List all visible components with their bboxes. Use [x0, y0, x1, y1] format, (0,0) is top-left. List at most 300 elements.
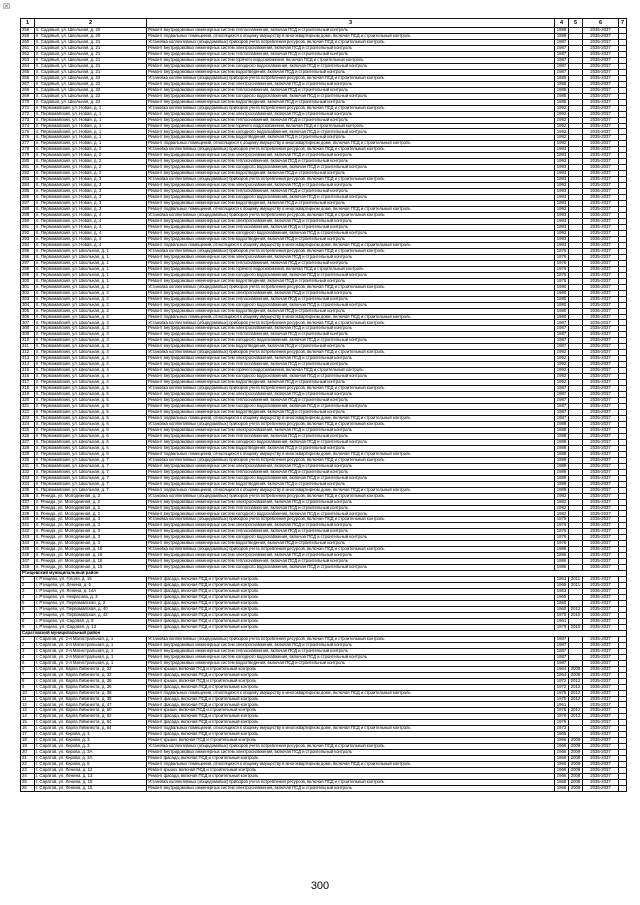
row-number: 344	[21, 541, 35, 547]
planned-period: 2035-2037	[583, 278, 619, 284]
work-type: Ремонт внутридомовых инженерных систем теплоснабжения, включая ПСД и строительный контроль	[147, 398, 555, 404]
planned-period: 2035-2037	[583, 398, 619, 404]
address: г. Саратов, ул. 2-я Магистральная, д. 1	[35, 648, 147, 654]
build-year: 1993	[555, 183, 569, 189]
address: п. Первомайский, ул. Школьная, д. 4	[35, 350, 147, 356]
build-year: 1987	[555, 344, 569, 350]
row-number: 340	[21, 517, 35, 523]
last-repair-year: 2012	[569, 690, 583, 696]
work-type: Ремонт внутридомовых инженерных систем холодного водоснабжения, включая ПСД и строительный контроль	[147, 165, 555, 171]
row-number: 268	[21, 87, 35, 93]
work-type: Ремонт внутридомовых инженерных систем холодного водоснабжения, включая ПСД и строительный контроль	[147, 535, 555, 541]
work-type: Ремонт внутридомовых инженерных систем электроснабжения, включая ПСД и строительный контроль	[147, 326, 555, 332]
planned-period: 2035-2037	[583, 595, 619, 601]
planned-period: 2035-2037	[583, 81, 619, 87]
work-type: Ремонт внутридомовых инженерных систем электроснабжения, включая ПСД и строительный контроль	[147, 219, 555, 225]
build-year: 1988	[555, 445, 569, 451]
planned-period: 2035-2037	[583, 51, 619, 57]
planned-period: 2035-2037	[583, 511, 619, 517]
header-col-7: 7	[619, 19, 627, 28]
work-type: Ремонт внутридомовых инженерных систем водоотведения, включая ПСД и строительный контроль	[147, 69, 555, 75]
planned-period: 2035-2037	[583, 618, 619, 624]
work-type: Ремонт внутридомовых инженерных систем теплоснабжения, включая ПСД и строительный контроль	[147, 505, 555, 511]
row-number: 12	[21, 702, 35, 708]
planned-period: 2035-2037	[583, 290, 619, 296]
build-year: 1982	[555, 511, 569, 517]
address: п. Первомайский, ул. Школьная, д. 7	[35, 475, 147, 481]
address: г. Саратов, ул. Кирова, д. 3	[35, 744, 147, 750]
row-number: 273	[21, 117, 35, 123]
build-year: 1976	[555, 272, 569, 278]
planned-period: 2035-2037	[583, 457, 619, 463]
last-repair-year: 2008	[569, 774, 583, 780]
row-number: 327	[21, 439, 35, 445]
address: г. Саратов, ул. 2-я Магистральная, д. 1	[35, 642, 147, 648]
planned-period: 2035-2037	[583, 386, 619, 392]
row-number: 294	[21, 242, 35, 248]
row-number: 4	[21, 595, 35, 601]
build-year: 1976	[555, 278, 569, 284]
work-type: Ремонт внутридомовых инженерных систем водоотведения, включая ПСД и строительный контроль	[147, 660, 555, 666]
address: п. Ренида, ул. Молодежная, д. 3	[35, 529, 147, 535]
planned-period: 2035-2037	[583, 553, 619, 559]
work-type: Ремонт внутридомовых инженерных систем теплоснабжения, включая ПСД и строительный контроль	[147, 87, 555, 93]
planned-period: 2035-2037	[583, 230, 619, 236]
planned-period: 2035-2037	[583, 541, 619, 547]
build-year: 1993	[555, 153, 569, 159]
row-number: 338	[21, 505, 35, 511]
work-type: Ремонт внутридомовых инженерных систем горячего водоснабжения, включая ПСД и строительный контроль	[147, 266, 555, 272]
work-type: Ремонт подвальных помещений, относящихся к общему имуществу в многоквартирном доме, включая ПСД и строительный контроль	[147, 762, 555, 768]
row-number: 2	[21, 583, 35, 589]
build-year: 1992	[555, 356, 569, 362]
build-year: 1987	[555, 398, 569, 404]
address: г. Саратов, ул. Карла Либкнехта, д. 62	[35, 714, 147, 720]
work-type: Ремонт внутридомовых инженерных систем электроснабжения, включая ПСД и строительный контроль	[147, 356, 555, 362]
address: г. Саратов, ул. Ленина, д. 15	[35, 780, 147, 786]
planned-period: 2035-2037	[583, 356, 619, 362]
row-number: 285	[21, 189, 35, 195]
last-repair-year: 2009	[569, 738, 583, 744]
build-year: 1976	[555, 260, 569, 266]
build-year: 1992	[555, 350, 569, 356]
work-type: Ремонт внутридомовых инженерных систем электроснабжения, включая ПСД и строительный контроль	[147, 183, 555, 189]
planned-period: 2035-2037	[583, 601, 619, 607]
row-number: 9	[21, 624, 35, 630]
address: п. Первомайский, ул. Школьная, д. 2	[35, 284, 147, 290]
row-number: 283	[21, 177, 35, 183]
work-type: Ремонт фасада, включая ПСД и строительный контроль	[147, 624, 555, 630]
address: п. Ренида, ул. Молодежная, д. 3	[35, 523, 147, 529]
planned-period: 2035-2037	[583, 380, 619, 386]
address: п. Первомайский, ул. Школьная, д. 7	[35, 469, 147, 475]
work-type: Ремонт внутридомовых инженерных систем водоотведения, включая ПСД и строительный контроль	[147, 481, 555, 487]
work-type: Ремонт внутридомовых инженерных систем водоотведения, включая ПСД и строительный контроль	[147, 410, 555, 416]
row-number: 274	[21, 123, 35, 129]
planned-period: 2035-2037	[583, 499, 619, 505]
planned-period: 2035-2037	[583, 535, 619, 541]
planned-period: 2035-2037	[583, 284, 619, 290]
planned-period: 2035-2037	[583, 147, 619, 153]
build-year: 1987	[555, 51, 569, 57]
work-type: Ремонт внутридомовых инженерных систем холодного водоснабжения, включая ПСД и строительный контроль	[147, 374, 555, 380]
work-type: Установка коллективных (общедомовых) приборов учета потребления ресурсов, включая ПСД и строительный контроль	[147, 493, 555, 499]
planned-period: 2035-2037	[583, 481, 619, 487]
planned-period: 2035-2037	[583, 45, 619, 51]
planned-period: 2035-2037	[583, 326, 619, 332]
address: п. Первомайский, ул. Школьная, д. 5	[35, 392, 147, 398]
planned-period: 2035-2037	[583, 774, 619, 780]
last-repair-year: 2012	[569, 714, 583, 720]
address: п. Ренида, ул. Молодежная, д. 16	[35, 553, 147, 559]
work-type: Ремонт внутридомовых инженерных систем электроснабжения, включая ПСД и строительный контроль	[147, 786, 555, 792]
build-year: 1993	[555, 201, 569, 207]
build-year: 1987	[555, 320, 569, 326]
planned-period: 2035-2037	[583, 433, 619, 439]
row-number: 7	[21, 672, 35, 678]
work-type: Ремонт внутридомовых инженерных систем горячего водоснабжения, включая ПСД и строительный контроль	[147, 57, 555, 63]
planned-period: 2035-2037	[583, 296, 619, 302]
row-number: 318	[21, 386, 35, 392]
build-year: 1988	[555, 421, 569, 427]
work-type: Ремонт внутридомовых инженерных систем водоотведения, включая ПСД и строительный контроль	[147, 201, 555, 207]
row-number: 312	[21, 350, 35, 356]
work-type: Ремонт внутридомовых инженерных систем теплоснабжения, включая ПСД и строительный контроль	[147, 28, 555, 34]
build-year: 1966	[555, 750, 569, 756]
planned-period: 2035-2037	[583, 135, 619, 141]
work-type: Ремонт внутридомовых инженерных систем холодного водоснабжения, включая ПСД и строительный контроль	[147, 511, 555, 517]
planned-period: 2035-2037	[583, 463, 619, 469]
build-year: 1979	[555, 612, 569, 618]
row-number: 259	[21, 33, 35, 39]
work-type: Ремонт внутридомовых инженерных систем теплоснабжения, включая ПСД и строительный контроль	[147, 559, 555, 565]
address: г. Саратов, ул. Ленина, д. 13	[35, 774, 147, 780]
work-type: Ремонт фасада, включая ПСД и строительный контроль	[147, 618, 555, 624]
build-year: 1980	[555, 314, 569, 320]
build-year: 1975	[555, 690, 569, 696]
build-year: 1985	[555, 87, 569, 93]
row-number: 263	[21, 57, 35, 63]
planned-period: 2035-2037	[583, 678, 619, 684]
header-col-1: 1	[21, 19, 35, 28]
last-repair-year: 2012	[569, 684, 583, 690]
work-type: Ремонт внутридомовых инженерных систем электроснабжения, включая ПСД и строительный контроль	[147, 111, 555, 117]
work-type: Ремонт фасада, включая ПСД и строительный контроль	[147, 756, 555, 762]
planned-period: 2035-2037	[583, 410, 619, 416]
build-year: 1986	[555, 565, 569, 571]
build-year: 1985	[555, 75, 569, 81]
address: п. Первомайский, ул. Новая, д. 2	[35, 153, 147, 159]
address: п. Ренида, ул. Молодежная, д. 3	[35, 535, 147, 541]
row-number: 6	[21, 606, 35, 612]
build-year: 1966	[555, 768, 569, 774]
address: п. Первомайский, ул. Новая, д. 1	[35, 129, 147, 135]
row-number: 346	[21, 553, 35, 559]
planned-period: 2035-2037	[583, 756, 619, 762]
build-year: 1987	[555, 338, 569, 344]
planned-period: 2035-2037	[583, 63, 619, 69]
row-number: 303	[21, 296, 35, 302]
last-repair-year: 2010	[569, 612, 583, 618]
address: г. Саратов, ул. Кирова, д. 5	[35, 762, 147, 768]
planned-period: 2035-2037	[583, 266, 619, 272]
row-number: 10	[21, 690, 35, 696]
build-year: 1988	[555, 427, 569, 433]
table-row	[21, 786, 627, 792]
header-col-5: 5	[569, 19, 583, 28]
work-type: Ремонт фасада, включая ПСД и строительный контроль	[147, 583, 555, 589]
build-year: 1987	[555, 648, 569, 654]
work-type: Ремонт внутридомовых инженерных систем теплоснабжения, включая ПСД и строительный контроль	[147, 189, 555, 195]
build-year: 1979	[555, 624, 569, 630]
planned-period: 2035-2037	[583, 720, 619, 726]
work-type: Ремонт внутридомовых инженерных систем электроснабжения, включая ПСД и строительный контроль	[147, 254, 555, 260]
address: п. Первомайский, ул. Школьная, д. 2	[35, 290, 147, 296]
work-type: Ремонт внутридомовых инженерных систем электроснабжения, включая ПСД и строительный контроль	[147, 45, 555, 51]
planned-period: 2035-2037	[583, 344, 619, 350]
address: п. Ренида, ул. Молодежная, д. 3	[35, 517, 147, 523]
row-number: 321	[21, 404, 35, 410]
work-type: Ремонт внутридомовых инженерных систем водоотведения, включая ПСД и строительный контроль	[147, 344, 555, 350]
work-type: Ремонт внутридомовых инженерных систем теплоснабжения, включая ПСД и строительный контроль	[147, 469, 555, 475]
address: п. Первомайский, ул. Новая, д. 3	[35, 207, 147, 213]
build-year: 1987	[555, 636, 569, 642]
address: п. Первомайский, ул. Школьная, д. 7	[35, 463, 147, 469]
address: п. Первомайский, ул. Школьная, д. 1	[35, 272, 147, 278]
planned-period: 2035-2037	[583, 123, 619, 129]
build-year: 1993	[555, 236, 569, 242]
build-year: 1975	[555, 696, 569, 702]
address: п. Первомайский, ул. Новая, д. 4	[35, 242, 147, 248]
planned-period: 2035-2037	[583, 475, 619, 481]
row-number: 272	[21, 111, 35, 117]
row-number: 19	[21, 744, 35, 750]
build-year: 1985	[555, 99, 569, 105]
planned-period: 2035-2037	[583, 654, 619, 660]
address: п. Первомайский, ул. Школьная, д. 5	[35, 404, 147, 410]
planned-period: 2035-2037	[583, 583, 619, 589]
build-year: 1993	[555, 213, 569, 219]
row-number: 291	[21, 224, 35, 230]
build-year: 1992	[555, 141, 569, 147]
planned-period: 2035-2037	[583, 439, 619, 445]
build-year: 1963	[555, 589, 569, 595]
build-year: 1993	[555, 189, 569, 195]
work-type: Ремонт внутридомовых инженерных систем теплоснабжения, включая ПСД и строительный контроль	[147, 529, 555, 535]
address: п. Первомайский, ул. Новая, д. 4	[35, 219, 147, 225]
work-type: Ремонт внутридомовых инженерных систем холодного водоснабжения, включая ПСД и строительный контроль	[147, 338, 555, 344]
build-year: 1980	[555, 308, 569, 314]
work-type: Ремонт внутридомовых инженерных систем теплоснабжения, включая ПСД и строительный контроль	[147, 224, 555, 230]
work-type: Ремонт внутридомовых инженерных систем холодного водоснабжения, включая ПСД и строительный контроль	[147, 129, 555, 135]
row-number: 8	[21, 618, 35, 624]
build-year: 1982	[555, 499, 569, 505]
row-number: 4	[21, 654, 35, 660]
work-type: Ремонт внутридомовых инженерных систем холодного водоснабжения, включая ПСД и строительный контроль	[147, 195, 555, 201]
work-type: Ремонт подвальных помещений, относящихся к общему имуществу в многоквартирном доме, включая ПСД и строительный контроль	[147, 207, 555, 213]
row-number: 299	[21, 272, 35, 278]
work-type: Ремонт внутридомовых инженерных систем холодного водоснабжения, включая ПСД и строительный контроль	[147, 404, 555, 410]
address: г. Ртищево, ул. Некрасова, д. 3	[35, 595, 147, 601]
work-type: Ремонт подвальных помещений, относящихся к общему имуществу в многоквартирном доме, включая ПСД и строительный контроль	[147, 726, 555, 732]
row-number: 280	[21, 159, 35, 165]
build-year: 1973	[555, 726, 569, 732]
work-type: Ремонт внутридомовых инженерных систем холодного водоснабжения, включая ПСД и строительный контроль	[147, 302, 555, 308]
address: п. Первомайский, ул. Школьная, д. 7	[35, 481, 147, 487]
planned-period: 2035-2037	[583, 762, 619, 768]
work-type: Ремонт фасада, включая ПСД и строительный контроль	[147, 702, 555, 708]
planned-period: 2035-2037	[583, 248, 619, 254]
planned-period: 2035-2037	[583, 183, 619, 189]
address: п. Первомайский, ул. Школьная, д. 2	[35, 302, 147, 308]
build-year: 1976	[555, 720, 569, 726]
work-type: Ремонт подвальных помещений, относящихся к общему имуществу в многоквартирном доме, включая ПСД и строительный контроль	[147, 415, 555, 421]
row-number: 315	[21, 368, 35, 374]
planned-period: 2035-2037	[583, 39, 619, 45]
address: п. Садовый, ул. Школьная, д. 21	[35, 69, 147, 75]
build-year: 1982	[555, 505, 569, 511]
build-year: 1968	[555, 780, 569, 786]
planned-period: 2035-2037	[583, 302, 619, 308]
planned-period: 2035-2037	[583, 99, 619, 105]
planned-period: 2035-2037	[583, 69, 619, 75]
address: г. Ртищево, ул. Садовая, д. 13	[35, 624, 147, 630]
build-year: 1960	[555, 606, 569, 612]
row-number: 282	[21, 171, 35, 177]
row-number: 320	[21, 398, 35, 404]
planned-period: 2035-2037	[583, 517, 619, 523]
address: п. Садовый, ул. Школьная, д. 22	[35, 75, 147, 81]
address: г. Саратов, ул. Карла Либкнехта, д. 64	[35, 720, 147, 726]
planned-period: 2035-2037	[583, 207, 619, 213]
work-type: Ремонт подвальных помещений, относящихся к общему имуществу в многоквартирном доме, включая ПСД и строительный контроль	[147, 690, 555, 696]
row-number: 339	[21, 511, 35, 517]
row-number: 13	[21, 708, 35, 714]
row-number: 322	[21, 410, 35, 416]
address: п. Ренида, ул. Молодежная, д. 16	[35, 547, 147, 553]
planned-period: 2035-2037	[583, 362, 619, 368]
row-number: 334	[21, 481, 35, 487]
planned-period: 2035-2037	[583, 159, 619, 165]
row-number: 295	[21, 248, 35, 254]
planned-period: 2035-2037	[583, 547, 619, 553]
work-type: Ремонт внутридомовых инженерных систем горячего водоснабжения, включая ПСД и строительный контроль	[147, 368, 555, 374]
work-type: Установка коллективных (общедомовых) приборов учета потребления ресурсов, включая ПСД и строительный контроль	[147, 386, 555, 392]
row-number: 316	[21, 374, 35, 380]
planned-period: 2035-2037	[583, 648, 619, 654]
work-type: Ремонт фасада, включая ПСД и строительный контроль	[147, 720, 555, 726]
planned-period: 2035-2037	[583, 320, 619, 326]
build-year: 1960	[555, 601, 569, 607]
last-repair-year: 2009	[569, 750, 583, 756]
row-number: 262	[21, 51, 35, 57]
build-year: 1987	[555, 386, 569, 392]
row-number: 332	[21, 469, 35, 475]
row-number: 276	[21, 135, 35, 141]
row-number: 333	[21, 475, 35, 481]
build-year: 1992	[555, 368, 569, 374]
build-year: 1980	[555, 290, 569, 296]
row-number: 297	[21, 260, 35, 266]
address: п. Первомайский, ул. Школьная, д. 2	[35, 314, 147, 320]
planned-period: 2035-2037	[583, 93, 619, 99]
address: п. Первомайский, ул. Школьная, д. 5	[35, 398, 147, 404]
planned-period: 2035-2037	[583, 726, 619, 732]
build-year: 1992	[555, 374, 569, 380]
planned-period: 2035-2037	[583, 415, 619, 421]
planned-period: 2035-2037	[583, 529, 619, 535]
planned-period: 2035-2037	[583, 750, 619, 756]
planned-period: 2035-2037	[583, 786, 619, 792]
build-year: 1993	[555, 224, 569, 230]
work-type: Ремонт внутридомовых инженерных систем электроснабжения, включая ПСД и строительный контроль	[147, 463, 555, 469]
work-type: Ремонт внутридомовых инженерных систем водоотведения, включая ПСД и строительный контроль	[147, 236, 555, 242]
row-number: 336	[21, 493, 35, 499]
last-repair-year: 2008	[569, 768, 583, 774]
row-number: 319	[21, 392, 35, 398]
scan-mark-icon: ☒	[3, 2, 11, 11]
build-year: 1985	[555, 81, 569, 87]
row-number: 2	[21, 642, 35, 648]
work-type: Ремонт фасада, включая ПСД и строительный контроль	[147, 714, 555, 720]
planned-period: 2035-2037	[583, 374, 619, 380]
address: п. Первомайский, ул. Школьная, д. 2	[35, 296, 147, 302]
planned-period: 2035-2037	[583, 57, 619, 63]
build-year: 1989	[555, 487, 569, 493]
planned-period: 2035-2037	[583, 427, 619, 433]
work-type: Ремонт внутридомовых инженерных систем теплоснабжения, включая ПСД и строительный контроль	[147, 433, 555, 439]
address: г. Ртищево, ул. Первомайская, д. 2	[35, 601, 147, 607]
work-type: Ремонт внутридомовых инженерных систем электроснабжения, включая ПСД и строительный контроль	[147, 392, 555, 398]
page-number: 300	[310, 880, 330, 892]
address: п. Первомайский, ул. Новая, д. 1	[35, 141, 147, 147]
build-year: 1989	[555, 33, 569, 39]
address: п. Первомайский, ул. Школьная, д. 4	[35, 356, 147, 362]
address: п. Ренида, ул. Молодежная, д. 2	[35, 511, 147, 517]
last-repair-year: 2009	[569, 780, 583, 786]
row-number: 281	[21, 165, 35, 171]
works-table	[20, 18, 627, 792]
work-type: Ремонт внутридомовых инженерных систем теплоснабжения, включая ПСД и строительный контроль	[147, 332, 555, 338]
address: г. Саратов, ул. Ленина, д. 15	[35, 786, 147, 792]
row-number: 266	[21, 75, 35, 81]
planned-period: 2035-2037	[583, 272, 619, 278]
build-year: 1989	[555, 463, 569, 469]
address: г. Саратов, ул. Карла Либкнехта, д. 47	[35, 702, 147, 708]
work-type: Ремонт внутридомовых инженерных систем холодного водоснабжения, включая ПСД и строительный контроль	[147, 272, 555, 278]
work-type: Ремонт внутридомовых инженерных систем холодного водоснабжения, включая ПСД и строительный контроль	[147, 63, 555, 69]
planned-period: 2035-2037	[583, 141, 619, 147]
work-type: Ремонт внутридомовых инженерных систем теплоснабжения, включая ПСД и строительный контроль	[147, 648, 555, 654]
work-type: Ремонт внутридомовых инженерных систем электроснабжения, включая ПСД и строительный контроль	[147, 81, 555, 87]
address: г. Саратов, ул. Карла Либкнехта, д. 36	[35, 678, 147, 684]
build-year: 1987	[555, 45, 569, 51]
address: п. Первомайский, ул. Школьная, д. 6	[35, 421, 147, 427]
build-year: 1993	[555, 242, 569, 248]
row-number: 348	[21, 565, 35, 571]
row-number: 11	[21, 696, 35, 702]
work-type: Ремонт внутридомовых инженерных систем холодного водоснабжения, включая ПСД и строительный контроль	[147, 565, 555, 571]
row-number: 290	[21, 219, 35, 225]
last-repair-year: 2009	[569, 786, 583, 792]
build-year: 1993	[555, 230, 569, 236]
planned-period: 2035-2037	[583, 195, 619, 201]
work-type: Ремонт внутридомовых инженерных систем водоотведения, включая ПСД и строительный контроль	[147, 308, 555, 314]
row-number: 331	[21, 463, 35, 469]
build-year: 1987	[555, 57, 569, 63]
planned-period: 2035-2037	[583, 421, 619, 427]
planned-period: 2035-2037	[583, 493, 619, 499]
